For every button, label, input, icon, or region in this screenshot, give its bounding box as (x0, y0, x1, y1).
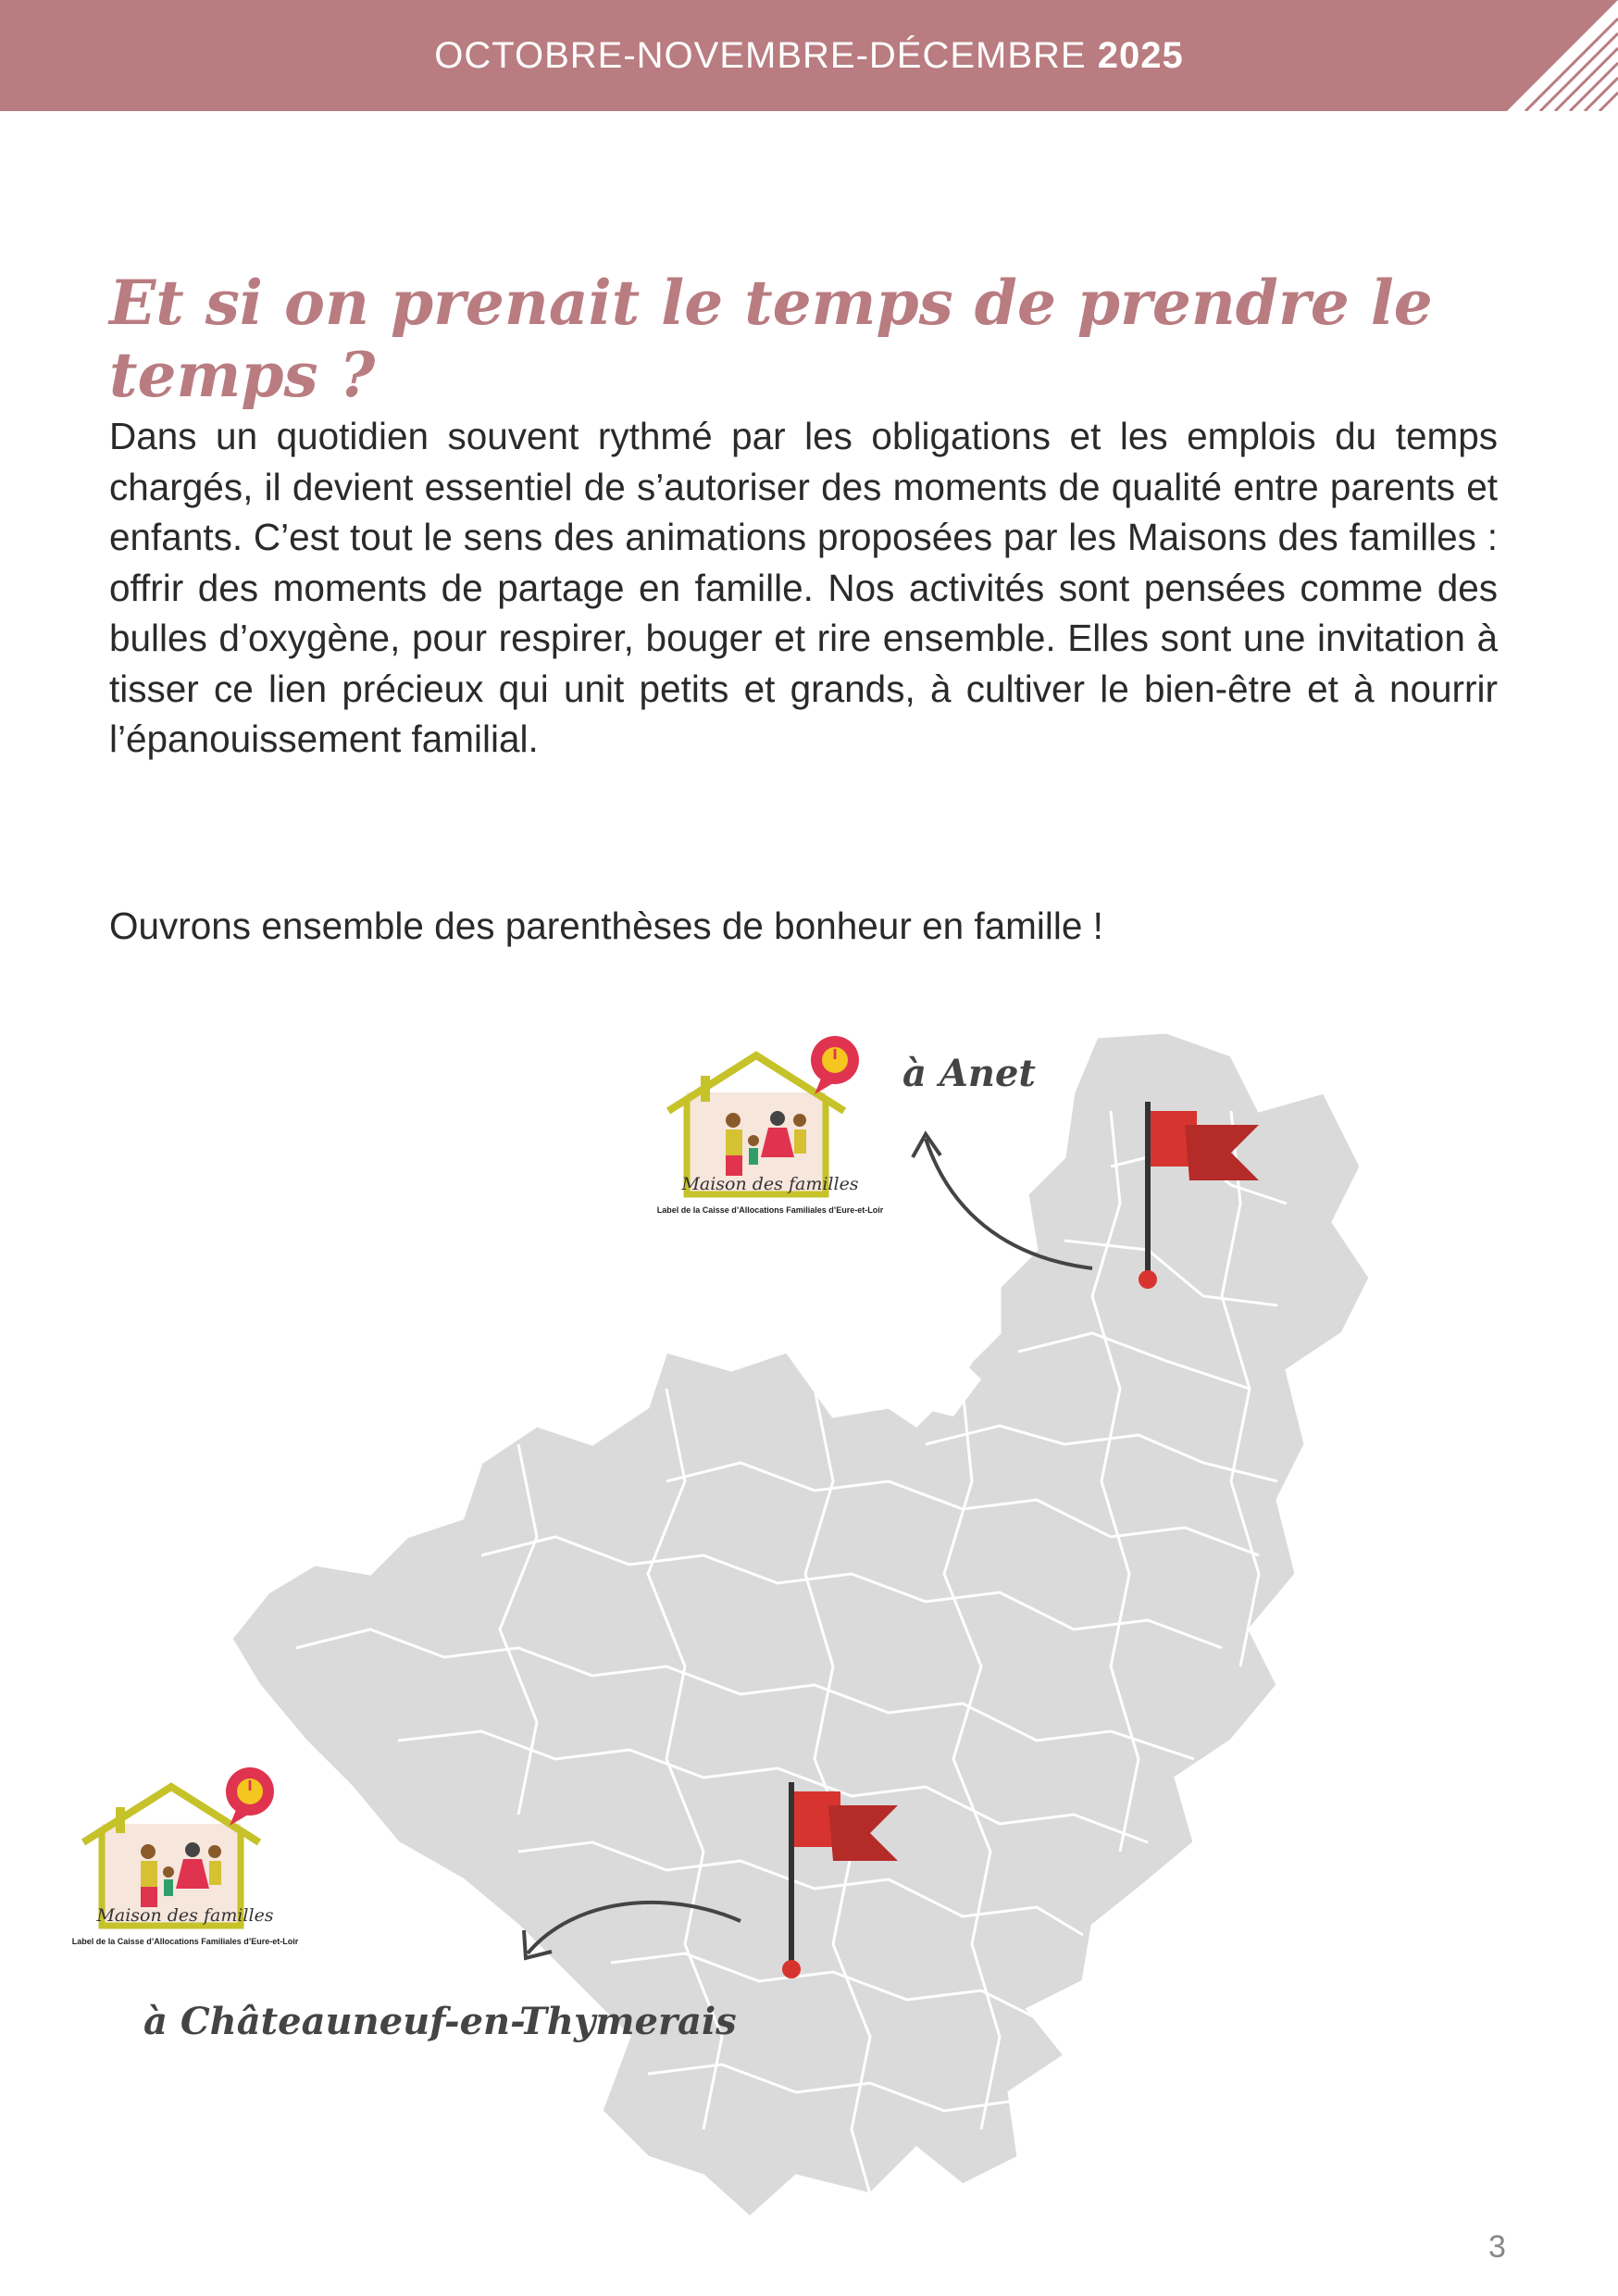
hatch-decoration (1451, 0, 1618, 111)
location-label-chateauneuf: à Châteauneuf-en-Thymerais (143, 2000, 737, 2043)
location-label-anet: à Anet (902, 1052, 1036, 1095)
header-year: 2025 (1097, 35, 1184, 76)
logo-name: Maison des familles (96, 1905, 274, 1926)
logo-name: Maison des familles (681, 1174, 859, 1194)
article-intro: Dans un quotidien souvent rythmé par les obligations et les emplois du temps chargés, il devient essentiel de s’autoriser des moments de qualité entre parents et enfants. C’est tout le sens des animations proposées par les Maisons des familles : offrir des moments de partage en famille. Nos activités sont pensées comme des bulles d’oxygène, pour respirer, bouger et rire ensemble. Elles sont une invitation à tisser ce lien précieux qui unit petits et grands, à cultiver le bien-être et à nourrir l’épanouissement familial. (109, 415, 1498, 760)
page-number: 3 (1488, 2229, 1506, 2265)
logo-caption: Label de la Caisse d’Allocations Familiales d’Eure-et-Loir (71, 1937, 299, 1946)
header-period: OCTOBRE-NOVEMBRE-DÉCEMBRE 2025 (434, 35, 1184, 76)
maison-familles-logo-chateauneuf (71, 1759, 299, 1953)
article-closing: Ouvrons ensemble des parenthèses de bonheur en famille ! (109, 905, 1103, 947)
article-title: Et si on prenait le temps de prendre le temps ? (109, 267, 1433, 411)
logo-caption: Label de la Caisse d’Allocations Familiales d’Eure-et-Loir (656, 1205, 884, 1215)
maison-familles-logo-anet (656, 1028, 884, 1222)
info-icon: i (832, 1043, 838, 1064)
header-band (0, 0, 1618, 111)
info-icon: i (247, 1775, 253, 1795)
